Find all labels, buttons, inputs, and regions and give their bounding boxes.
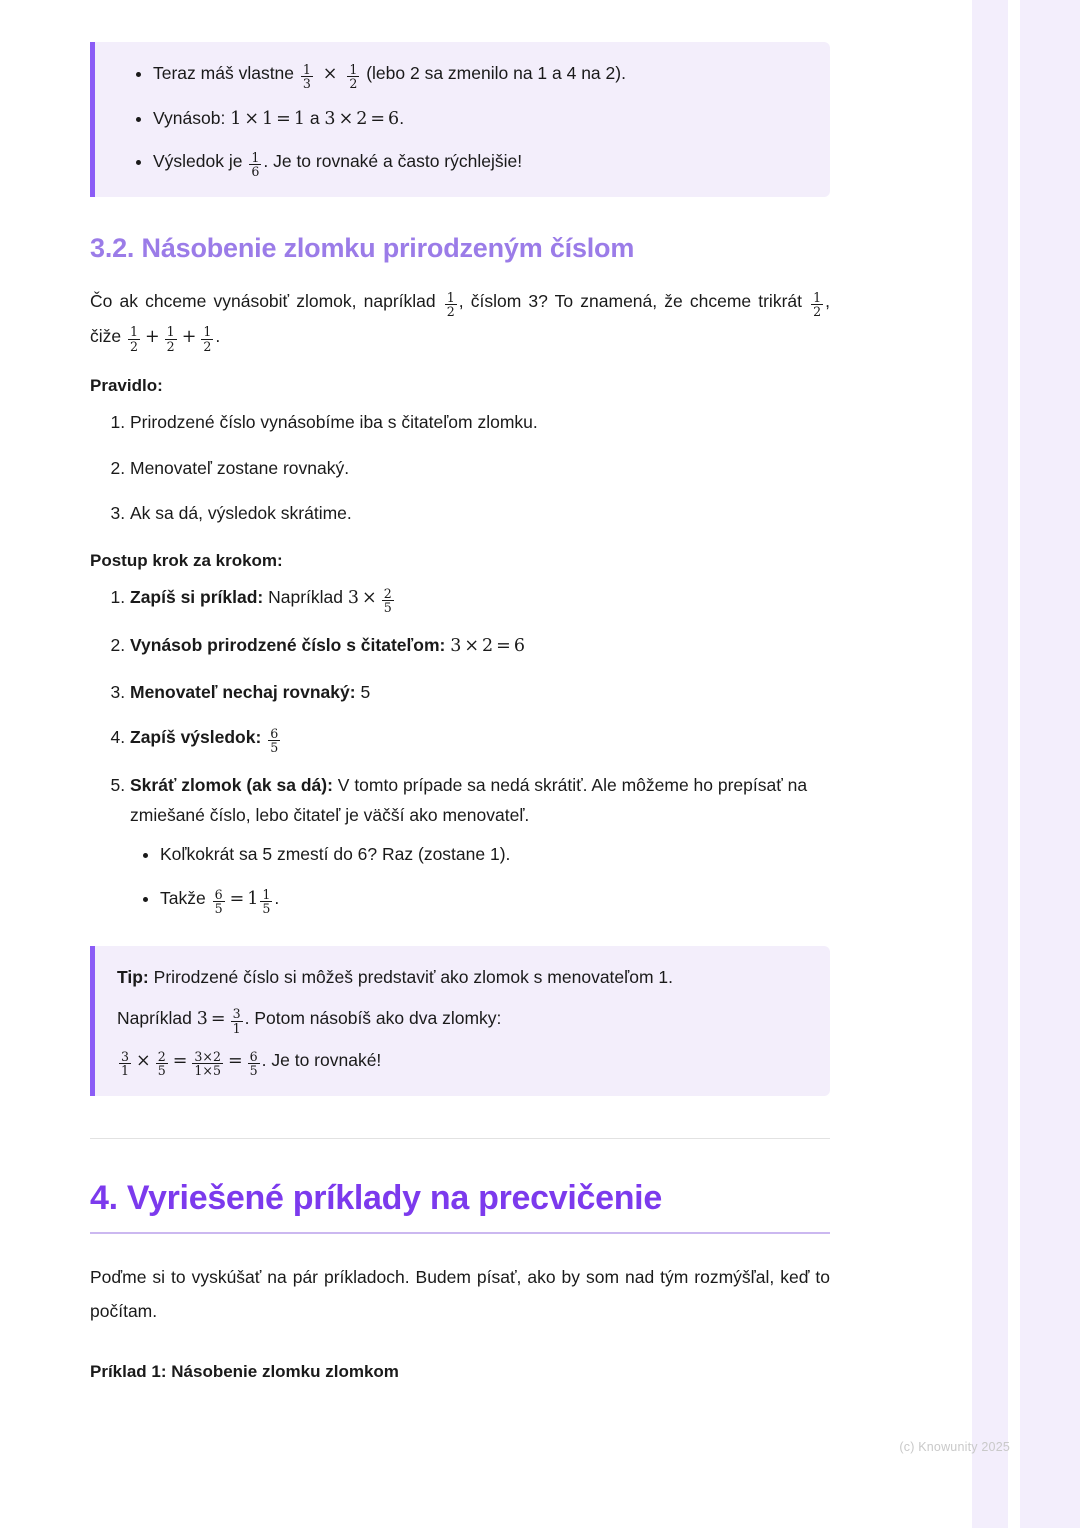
callout-top: [90, 42, 830, 197]
document-content: [90, 0, 830, 1394]
tip-line-3: $\frac{3}{1}$ × $\frac{2}{5}$ = $\frac{3\times 2}{1\times 5}$ = $\frac{6}{5}$ . Je to rovnaké!: [121, 1048, 382, 1079]
list-item: • Takže $\frac{6}{5}$ = 1 $\frac{1}{5}$ .: [160, 884, 830, 916]
list-item: 1. Prirodzené číslo vynásobíme iba s čitateľom zlomku.: [130, 408, 830, 438]
callout-top-list: [117, 58, 808, 179]
step-text-5: V tomto prípade sa nedá skrátiť. Ale môžeme ho prepísať na zmiešané číslo, lebo čitateľ je väčší ako menovateľ.: [130, 774, 808, 825]
page-side-strip: [972, 0, 1080, 1528]
label-pravidlo: Pravidlo:: [90, 375, 163, 395]
callout-item-text-1: Teraz máš vlastne $\frac{1}{3}$ × $\frac{1}{2}$ (lebo 2 sa zmenilo na 1 a 4 na 2).: [153, 61, 626, 92]
list-item: [130, 723, 830, 755]
step-text-2: 3 × 2 = 6: [450, 635, 525, 656]
callout-tip: [90, 946, 830, 1096]
tip-line-2: Napríklad 3 = $\frac{3}{1}$ . Potom násobíš ako dva zlomky:: [117, 1006, 502, 1036]
list-item: • Koľkokrát sa 5 zmestí do 6? Raz (zostane 1).: [160, 840, 830, 870]
step-label-4: Zapíš výsledok:: [130, 727, 262, 748]
step-text-1: Napríklad 3 × $\frac{2}{5}$: [268, 585, 392, 616]
label-postup: Postup krok za krokom:: [90, 551, 283, 571]
list-item: [130, 678, 830, 708]
heading-section-4: 4. Vyriešené príklady na precvičenie: [90, 1178, 662, 1217]
list-item: [130, 583, 830, 615]
list-substeps: [130, 840, 830, 915]
tip-text-1: Prirodzené číslo si môžeš predstaviť ako zlomok s menovateľom 1.: [153, 966, 674, 987]
step-label-3: Menovateľ nechaj rovnaký:: [130, 681, 356, 702]
list-item: [153, 58, 808, 91]
tip-label: Tip:: [117, 966, 149, 987]
step-label-1: Zapíš si príklad:: [130, 587, 264, 608]
callout-item-text-3: Výsledok je $\frac{1}{6}$ . Je to rovnaké a často rýchlejšie!: [153, 149, 523, 180]
heading-example-1: Príklad 1: Násobenie zlomku zlomkom: [90, 1362, 399, 1382]
list-item: [153, 146, 808, 179]
heading-section-3-2: 3.2. Násobenie zlomku prirodzeným číslom: [90, 233, 635, 263]
watermark: (c) Knowunity 2025: [899, 1440, 1010, 1454]
paragraph-section-3-2-intro: Čo ak chceme vynásobiť zlomok, napríklad $\frac{1}{2}$ , číslom 3? To znamená, že chceme trikrát $\frac{1}{2}$ , čiže $\frac{1}{2}$ + $\frac{1}{2}$ + $\frac{1}{2}$ .: [90, 289, 831, 354]
step-text-4: $\frac{6}{5}$: [270, 725, 279, 756]
paragraph-section-4-intro: Poďme si to vyskúšať na pár príkladoch. Budem písať, ako by som nad tým rozmýšľal, keď to počítam.: [90, 1266, 830, 1321]
list-steps: [90, 583, 830, 916]
section-divider: [90, 1138, 830, 1139]
list-item: [130, 771, 830, 916]
tip-line-1: [117, 962, 808, 993]
list-item: 2. Menovateľ zostane rovnaký.: [130, 454, 830, 484]
list-item: [153, 103, 808, 135]
list-item: 3. Ak sa dá, výsledok skrátime.: [130, 499, 830, 529]
callout-item-text-2: Vynásob: 1 × 1 = 1 a 3 × 2 = 6.: [153, 107, 405, 129]
step-label-5: Skráť zlomok (ak sa dá):: [130, 774, 333, 795]
step-label-2: Vynásob prirodzené číslo s čitateľom:: [130, 634, 446, 655]
list-rules: [90, 408, 830, 529]
list-item: [130, 631, 830, 662]
page-side-strip-gap: [1008, 0, 1020, 1528]
step-text-3: 5: [360, 681, 371, 702]
heading-underline: [90, 1232, 830, 1234]
